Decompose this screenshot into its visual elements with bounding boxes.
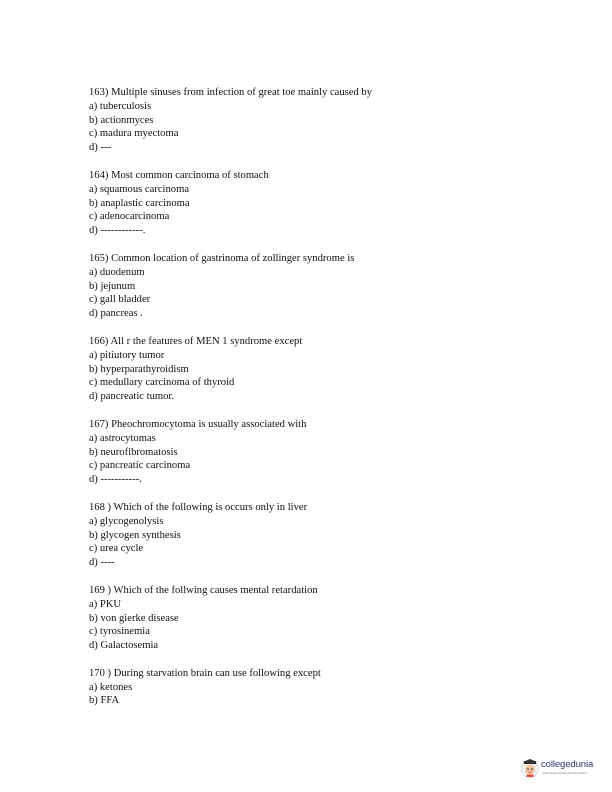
question-stem: 168 ) Which of the following is occurs only in liver: [89, 501, 308, 513]
option-b: b) neurofibromatosis: [89, 446, 178, 458]
option-b: b) FFA: [89, 695, 120, 707]
question-164: [89, 169, 569, 238]
logo-tagline: India's largest Student Review Platform: [542, 772, 588, 775]
option-d: d) -----------.: [89, 474, 142, 486]
question-167: [89, 418, 569, 487]
option-b: b) von gierke disease: [89, 612, 179, 624]
option-a: a) PKU: [89, 598, 122, 610]
question-stem: 163) Multiple sinuses from infection of great toe mainly caused by: [89, 87, 373, 98]
option-b: b) hyperparathyroidism: [89, 363, 189, 375]
option-c: c) tyrosinemia: [89, 626, 150, 638]
option-a: a) tuberculosis: [89, 100, 152, 112]
option-b: b) anaplastic carcinoma: [89, 197, 190, 209]
option-a: a) pitiutory tumor: [89, 349, 165, 361]
option-b: b) actionmyces: [89, 114, 154, 126]
option-d: d) ------------.: [89, 225, 146, 237]
option-d: d) Galactosemia: [89, 640, 159, 652]
option-b: b) jejunum: [89, 280, 136, 292]
option-c: c) madura myectoma: [89, 128, 179, 140]
option-a: a) duodenum: [89, 266, 145, 278]
question-stem: 167) Pheochromocytoma is usually associated with: [89, 418, 307, 430]
question-stem: 169 ) Which of the follwing causes mental retardation: [89, 584, 318, 596]
option-a: a) ketones: [89, 681, 133, 693]
question-168: [89, 501, 569, 570]
question-stem: 170 ) During starvation brain can use following except: [89, 667, 321, 679]
option-c: c) gall bladder: [89, 294, 151, 306]
question-170: [89, 667, 569, 708]
option-d: d) ---: [89, 142, 112, 154]
option-d: d) pancreatic tumor.: [89, 391, 175, 403]
option-c: c) medullary carcinoma of thyroid: [89, 377, 235, 389]
collegedunia-logo[interactable]: [520, 756, 612, 784]
option-a: a) squamous carcinoma: [89, 183, 190, 195]
option-d: d) ----: [89, 557, 115, 569]
question-stem: 164) Most common carcinoma of stomach: [89, 169, 269, 181]
option-c: c) pancreatic carcinoma: [89, 460, 191, 472]
question-stem: 165) Common location of gastrinoma of zollinger syndrome is: [89, 252, 355, 264]
question-169: [89, 584, 569, 653]
option-d: d) pancreas .: [89, 308, 143, 320]
question-165: [89, 252, 569, 321]
option-a: a) glycogenolysis: [89, 515, 164, 527]
option-a: a) astrocytomas: [89, 432, 156, 444]
mascot-icon: [520, 758, 540, 778]
question-166: [89, 335, 569, 404]
option-b: b) glycogen synthesis: [89, 529, 181, 541]
option-c: c) adenocarcinoma: [89, 211, 170, 223]
question-list: [89, 86, 569, 722]
question-stem: 166) All r the features of MEN 1 syndrome except: [89, 335, 303, 347]
option-c: c) urea cycle: [89, 543, 144, 555]
question-163: [89, 86, 569, 155]
logo-name: collegedunia: [541, 759, 594, 770]
